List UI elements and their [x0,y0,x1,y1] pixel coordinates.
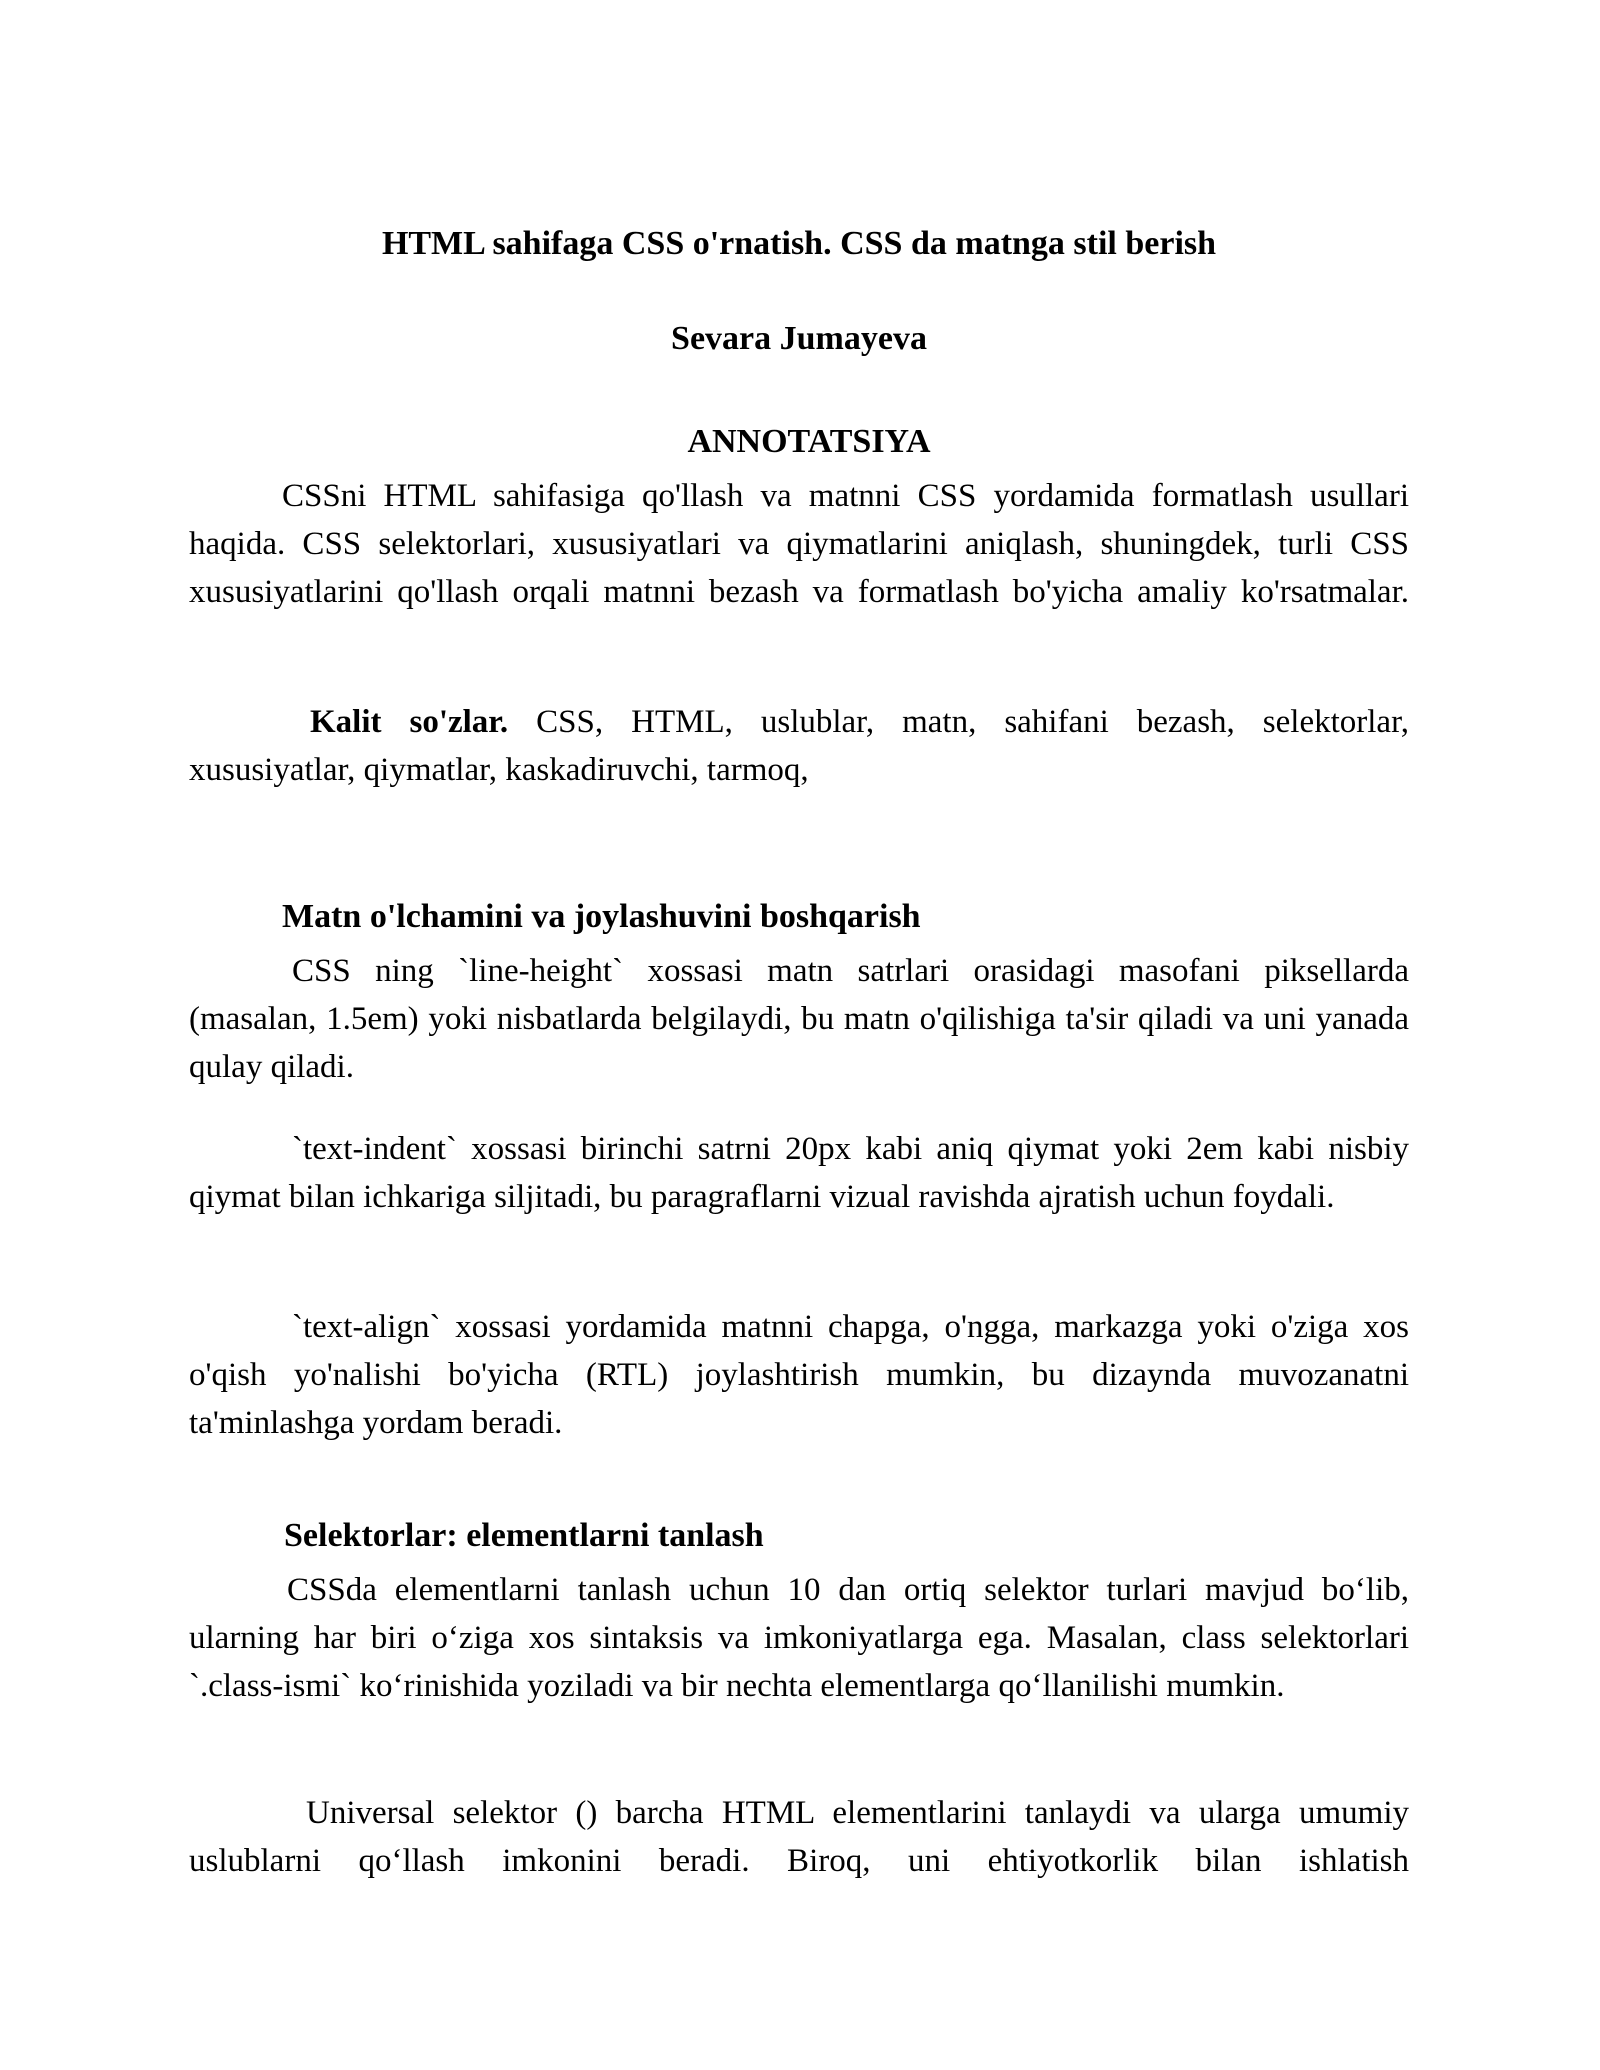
paragraph-line-height: CSS ning `line-height` xossasi matn satrlari orasidagi masofani piksellarda (masalan, 1.5em) yoki nisbatlarda belgilaydi, bu matn o'qilishiga ta'sir qiladi va uni yanada qulay qiladi. [189,953,1409,1085]
document-title: HTML sahifaga CSS o'rnatish. CSS da matnga stil berish [381,225,1217,262]
paragraph-universal-selector: Universal selektor () barcha HTML elementlarini tanlaydi va ularga umumiy uslublarni qo‘llash imkonini beradi. Biroq, uni ehtiyotkorlik bilan ishlatish [189,1795,1409,1879]
keywords-list: CSS, HTML, uslublar, matn, sahifani bezash, selektorlar, xususiyatlar, qiymatlar, kaskadiruvchi, tarmoq, [189,704,1409,788]
keywords-label: Kalit so'zlar. [310,704,509,740]
abstract-paragraph: CSSni HTML sahifasiga qo'llash va matnni CSS yordamida formatlash usullari haqida. CSS selektorlari, xususiyatlari va qiymatlarini aniqlash, shuningdek, turli CSS xususiyatlarini qo'llash orqali matnni bezash va formatlash bo'yicha amaliy ko'rsatmalar. [189,478,1409,610]
author-name: Sevara Jumayeva [671,320,927,357]
abstract-heading: ANNOTATSIYA [687,423,931,460]
keywords-paragraph [189,698,1409,794]
paragraph-text-indent: `text-indent` xossasi birinchi satrni 20px kabi aniq qiymat yoki 2em kabi nisbiy qiymat bilan ichkariga siljitadi, bu paragraflarni vizual ravishda ajratish uchun foydali. [189,1131,1409,1215]
section-heading-text-size: Matn o'lchamini va joylashuvini boshqarish [282,898,921,935]
paragraph-text-align: `text-align` xossasi yordamida matnni chapga, o'ngga, markazga yoki o'ziga xos o'qish yo'nalishi bo'yicha (RTL) joylashtirish mumkin, bu dizaynda muvozanatni ta'minlashga yordam beradi. [189,1309,1409,1441]
paragraph-selectors-intro: CSSda elementlarni tanlash uchun 10 dan ortiq selektor turlari mavjud bo‘lib, ularning har biri o‘ziga xos sintaksis va imkoniyatlarga ega. Masalan, class selektorlari `.class-ismi` ko‘rinishida yoziladi va bir nechta elementlarga qo‘llanilishi mumkin. [189,1572,1409,1704]
section-heading-selectors: Selektorlar: elementlarni tanlash [284,1517,764,1554]
